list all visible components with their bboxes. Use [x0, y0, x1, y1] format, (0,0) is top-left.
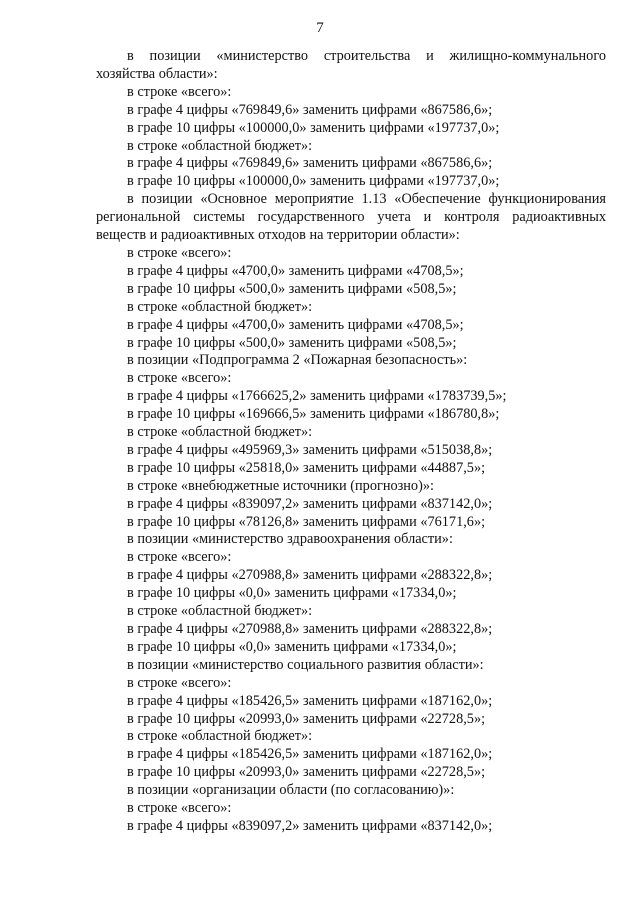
text-line: в графе 10 цифры «0,0» заменить цифрами «17334,0»;	[127, 585, 457, 602]
page-number: 7	[316, 20, 324, 36]
text-line: в графе 4 цифры «185426,5» заменить цифрами «187162,0»;	[127, 692, 493, 709]
text-line: в графе 4 цифры «769849,6» заменить цифрами «867586,6»;	[127, 155, 493, 172]
text-line: в строке «областной бюджет»:	[127, 424, 313, 441]
text-line: в строке «областной бюджет»:	[127, 298, 313, 315]
document-body	[96, 48, 606, 836]
text-line: в строке «всего»:	[127, 244, 232, 261]
text-line: в графе 10 цифры «100000,0» заменить цифрами «197737,0»;	[127, 119, 500, 136]
text-line: в графе 4 цифры «4700,0» заменить цифрами «4708,5»;	[127, 316, 464, 333]
text-line: в позиции «Основное мероприятие 1.13 «Обеспечение функционирования	[127, 191, 606, 208]
text-line: в графе 4 цифры «4700,0» заменить цифрами «4708,5»;	[127, 262, 464, 279]
text-line: в графе 10 цифры «25818,0» заменить цифрами «44887,5»;	[127, 459, 486, 476]
text-line: в графе 4 цифры «185426,5» заменить цифрами «187162,0»;	[127, 746, 493, 763]
text-line: в графе 10 цифры «100000,0» заменить цифрами «197737,0»;	[127, 173, 500, 190]
text-line: в графе 4 цифры «270988,8» заменить цифрами «288322,8»;	[127, 567, 493, 584]
text-line: в строке «всего»:	[127, 549, 232, 566]
text-line: в строке «всего»:	[127, 370, 232, 387]
text-line: в строке «областной бюджет»:	[127, 603, 313, 620]
text-line: в позиции «министерство социального развития области»:	[127, 656, 484, 673]
text-line: в графе 4 цифры «1766625,2» заменить цифрами «1783739,5»;	[127, 388, 507, 405]
text-line: в графе 4 цифры «769849,6» заменить цифрами «867586,6»;	[127, 101, 493, 118]
text-line: в строке «областной бюджет»:	[127, 137, 313, 154]
text-line: в графе 4 цифры «839097,2» заменить цифрами «837142,0»;	[127, 495, 493, 512]
text-line: веществ и радиоактивных отходов на территории области»:	[96, 227, 460, 244]
text-line: в графе 10 цифры «0,0» заменить цифрами «17334,0»;	[127, 638, 457, 655]
text-line: в графе 10 цифры «20993,0» заменить цифрами «22728,5»;	[127, 764, 486, 781]
text-line: в строке «всего»:	[127, 674, 232, 691]
text-line: в строке «всего»:	[127, 83, 232, 100]
text-line: в строке «областной бюджет»:	[127, 728, 313, 745]
text-line: в графе 10 цифры «500,0» заменить цифрами «508,5»;	[127, 280, 457, 297]
text-line: в графе 4 цифры «839097,2» заменить цифрами «837142,0»;	[127, 817, 493, 834]
text-line: в графе 10 цифры «78126,8» заменить цифрами «76171,6»;	[127, 513, 486, 530]
text-line: в графе 10 цифры «20993,0» заменить цифрами «22728,5»;	[127, 710, 486, 727]
text-line: в позиции «Подпрограмма 2 «Пожарная безопасность»:	[127, 352, 468, 369]
text-line: в графе 4 цифры «495969,3» заменить цифрами «515038,8»;	[127, 441, 493, 458]
text-line: в позиции «организации области (по согласованию)»:	[127, 782, 455, 799]
text-line: в строке «всего»:	[127, 800, 232, 817]
text-line: в графе 10 цифры «169666,5» заменить цифрами «186780,8»;	[127, 406, 500, 423]
text-line: региональной системы государственного учета и контроля радиоактивных	[96, 209, 606, 226]
text-line: в строке «внебюджетные источники (прогнозно)»:	[127, 477, 434, 494]
text-line: в позиции «министерство строительства и жилищно-коммунального	[127, 48, 606, 64]
text-line: в графе 4 цифры «270988,8» заменить цифрами «288322,8»;	[127, 621, 493, 637]
text-line: в позиции «министерство здравоохранения области»:	[127, 531, 453, 548]
text-line: в графе 10 цифры «500,0» заменить цифрами «508,5»;	[127, 334, 457, 351]
text-line: хозяйства области»:	[96, 65, 218, 82]
